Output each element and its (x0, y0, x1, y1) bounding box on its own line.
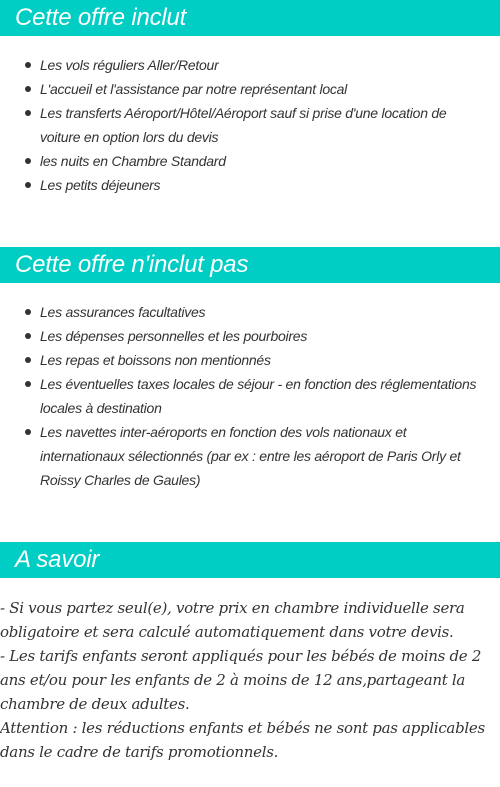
not-included-list (0, 300, 500, 492)
info-paragraph: Attention : les réductions enfants et bébés ne sont pas applicables dans le cadre de tarifs promotionnels. (0, 719, 485, 761)
list-item: L'accueil et l'assistance par notre représentant local (40, 77, 490, 101)
list-item: les nuits en Chambre Standard (40, 149, 490, 173)
section-title: Cette offre inclut (15, 4, 187, 31)
section-header-a-savoir (0, 542, 500, 578)
info-paragraph: - Les tarifs enfants seront appliqués pour les bébés de moins de 2 ans et/ou pour les enfants de 2 à moins de 12 ans,partageant la chambre de deux adultes. (0, 647, 482, 713)
list-item: Les navettes inter-aéroports en fonction des vols nationaux et internationaux sélectionnés (par ex : entre les aéroport de Paris Orly et Roissy Charles de Gaules) (40, 420, 494, 492)
list-item: Les éventuelles taxes locales de séjour - en fonction des réglementations locales à destination (40, 372, 494, 420)
section-title: Cette offre n'inclut pas (15, 251, 249, 278)
included-list (0, 53, 500, 197)
a-savoir-text (0, 596, 500, 764)
section-header-included (0, 0, 500, 36)
list-item: Les repas et boissons non mentionnés (40, 348, 494, 372)
section-title: A savoir (15, 546, 100, 573)
list-item: Les transferts Aéroport/Hôtel/Aéroport sauf si prise d'une location de voiture en option lors du devis (40, 101, 490, 149)
list-item: Les vols réguliers Aller/Retour (40, 53, 490, 77)
list-item: Les dépenses personnelles et les pourboires (40, 324, 494, 348)
list-item: Les assurances facultatives (40, 300, 494, 324)
list-item: Les petits déjeuners (40, 173, 490, 197)
section-header-not-included (0, 247, 500, 283)
info-paragraph: - Si vous partez seul(e), votre prix en chambre individuelle sera obligatoire et sera calculé automatiquement dans votre devis. (0, 599, 465, 641)
